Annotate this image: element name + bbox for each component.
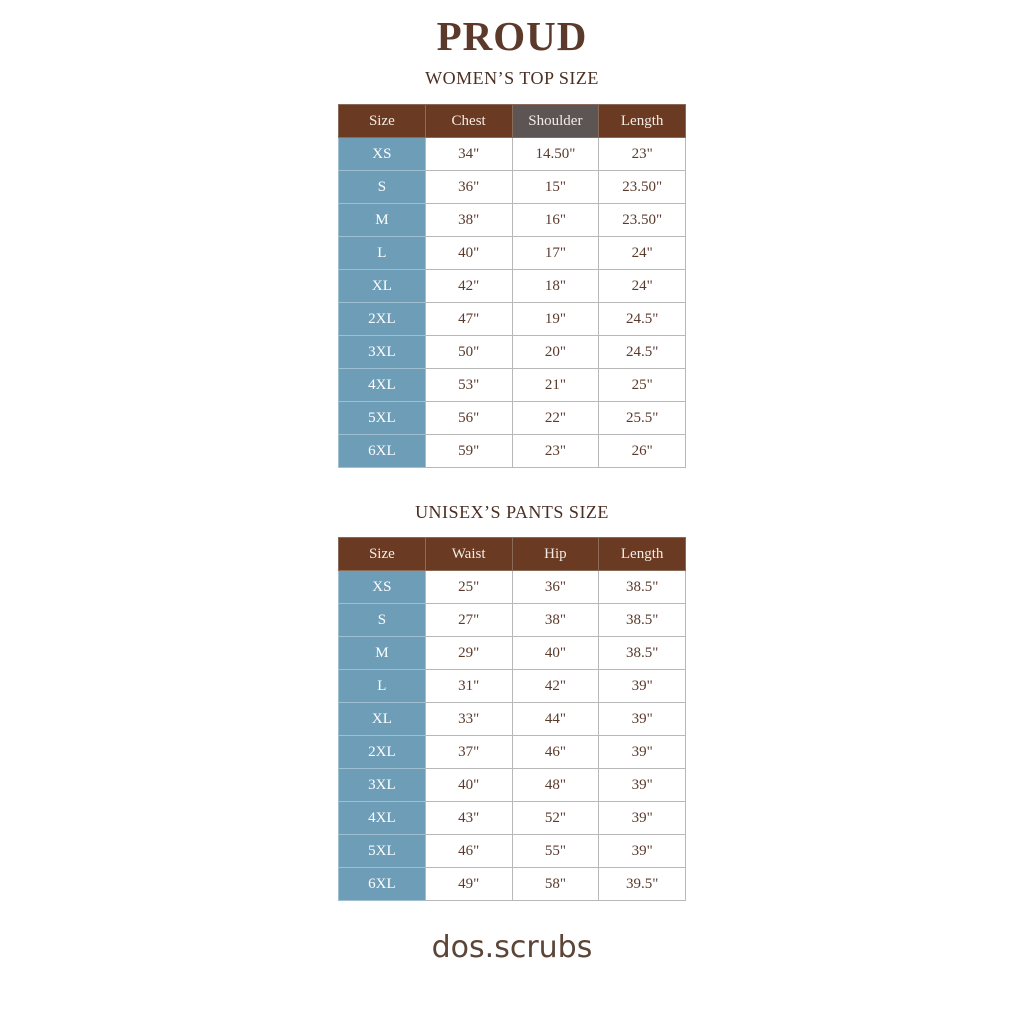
measurement-cell: 56" (425, 402, 512, 435)
measurement-cell: 17" (512, 237, 599, 270)
size-label-cell: 5XL (339, 402, 426, 435)
table-row (339, 637, 686, 670)
measurement-cell: 21" (512, 369, 599, 402)
size-label-cell: M (339, 204, 426, 237)
measurement-cell: 25.5" (599, 402, 686, 435)
table-row (339, 868, 686, 901)
measurement-cell: 25" (425, 571, 512, 604)
measurement-cell: 39" (599, 769, 686, 802)
measurement-cell: 19" (512, 303, 599, 336)
header-waist: Waist (425, 538, 512, 571)
table-row (339, 736, 686, 769)
measurement-cell: 50" (425, 336, 512, 369)
table-row (339, 369, 686, 402)
measurement-cell: 39" (599, 802, 686, 835)
size-label-cell: 6XL (339, 868, 426, 901)
measurement-cell: 23" (599, 138, 686, 171)
measurement-cell: 24" (599, 270, 686, 303)
table-row (339, 571, 686, 604)
measurement-cell: 23.50" (599, 171, 686, 204)
header-length: Length (599, 538, 686, 571)
table-row (339, 604, 686, 637)
table-row (339, 138, 686, 171)
measurement-cell: 43" (425, 802, 512, 835)
measurement-cell: 39.5" (599, 868, 686, 901)
size-label-cell: L (339, 237, 426, 270)
measurement-cell: 39" (599, 835, 686, 868)
measurement-cell: 23" (512, 435, 599, 468)
measurement-cell: 39" (599, 703, 686, 736)
measurement-cell: 49" (425, 868, 512, 901)
measurement-cell: 58" (512, 868, 599, 901)
measurement-cell: 46" (425, 835, 512, 868)
measurement-cell: 55" (512, 835, 599, 868)
table-row (339, 835, 686, 868)
table-row (339, 703, 686, 736)
measurement-cell: 59" (425, 435, 512, 468)
size-label-cell: S (339, 171, 426, 204)
measurement-cell: 24" (599, 237, 686, 270)
table-row (339, 336, 686, 369)
measurement-cell: 52" (512, 802, 599, 835)
measurement-cell: 23.50" (599, 204, 686, 237)
table-row (339, 402, 686, 435)
size-label-cell: 2XL (339, 736, 426, 769)
header-shoulder: Shoulder (512, 105, 599, 138)
measurement-cell: 36" (425, 171, 512, 204)
measurement-cell: 29" (425, 637, 512, 670)
measurement-cell: 39" (599, 736, 686, 769)
measurement-cell: 26" (599, 435, 686, 468)
measurement-cell: 14.50" (512, 138, 599, 171)
table-body (339, 571, 686, 901)
measurement-cell: 18" (512, 270, 599, 303)
size-label-cell: 2XL (339, 303, 426, 336)
brand-title: PROUD (436, 13, 588, 59)
footer-brand: dos.scrubs (431, 930, 593, 965)
measurement-cell: 22" (512, 402, 599, 435)
measurement-cell: 42" (425, 270, 512, 303)
table-row (339, 171, 686, 204)
table-body (339, 138, 686, 468)
header-hip: Hip (512, 538, 599, 571)
size-label-cell: XS (339, 138, 426, 171)
measurement-cell: 42" (512, 670, 599, 703)
measurement-cell: 15" (512, 171, 599, 204)
header-size: Size (339, 105, 426, 138)
table-row (339, 204, 686, 237)
header-size: Size (339, 538, 426, 571)
measurement-cell: 27" (425, 604, 512, 637)
size-label-cell: S (339, 604, 426, 637)
measurement-cell: 31" (425, 670, 512, 703)
measurement-cell: 24.5" (599, 336, 686, 369)
table-row (339, 435, 686, 468)
size-label-cell: XL (339, 270, 426, 303)
table-row (339, 802, 686, 835)
measurement-cell: 48" (512, 769, 599, 802)
measurement-cell: 47" (425, 303, 512, 336)
size-label-cell: 5XL (339, 835, 426, 868)
measurement-cell: 40" (425, 237, 512, 270)
size-label-cell: L (339, 670, 426, 703)
size-label-cell: 4XL (339, 802, 426, 835)
measurement-cell: 33" (425, 703, 512, 736)
measurement-cell: 38" (425, 204, 512, 237)
measurement-cell: 40" (425, 769, 512, 802)
measurement-cell: 53" (425, 369, 512, 402)
unisex-pants-size-table (338, 537, 686, 901)
measurement-cell: 38.5" (599, 637, 686, 670)
size-label-cell: 4XL (339, 369, 426, 402)
table-row (339, 303, 686, 336)
table-row (339, 670, 686, 703)
measurement-cell: 44" (512, 703, 599, 736)
unisex-pants-size-title: UNISEX’S PANTS SIZE (415, 502, 609, 522)
size-label-cell: 6XL (339, 435, 426, 468)
table-row (339, 769, 686, 802)
table-row (339, 237, 686, 270)
table-row (339, 270, 686, 303)
size-label-cell: XL (339, 703, 426, 736)
measurement-cell: 39" (599, 670, 686, 703)
measurement-cell: 24.5" (599, 303, 686, 336)
measurement-cell: 36" (512, 571, 599, 604)
size-label-cell: M (339, 637, 426, 670)
size-label-cell: XS (339, 571, 426, 604)
measurement-cell: 25" (599, 369, 686, 402)
header-length: Length (599, 105, 686, 138)
measurement-cell: 46" (512, 736, 599, 769)
measurement-cell: 38.5" (599, 571, 686, 604)
womens-top-size-table (338, 104, 686, 468)
table-header-row (339, 105, 686, 138)
measurement-cell: 38" (512, 604, 599, 637)
header-chest: Chest (425, 105, 512, 138)
measurement-cell: 37" (425, 736, 512, 769)
measurement-cell: 38.5" (599, 604, 686, 637)
table-header-row (339, 538, 686, 571)
size-label-cell: 3XL (339, 769, 426, 802)
womens-top-size-title: WOMEN’S TOP SIZE (425, 68, 599, 88)
measurement-cell: 20" (512, 336, 599, 369)
measurement-cell: 16" (512, 204, 599, 237)
size-label-cell: 3XL (339, 336, 426, 369)
measurement-cell: 40" (512, 637, 599, 670)
measurement-cell: 34" (425, 138, 512, 171)
